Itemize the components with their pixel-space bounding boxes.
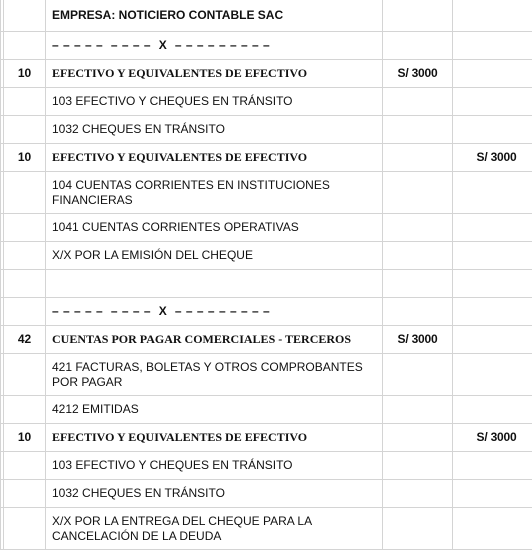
table-row	[1, 88, 532, 116]
table-row	[1, 0, 532, 32]
credit-amount	[453, 242, 532, 270]
table-row	[1, 396, 532, 424]
debit-amount	[383, 424, 453, 452]
table-row	[1, 508, 532, 550]
table-row	[1, 326, 532, 354]
account-code	[4, 242, 46, 270]
credit-amount	[453, 172, 532, 214]
credit-amount: S/ 3000	[453, 424, 532, 452]
debit-amount	[383, 508, 453, 550]
sub-account: 4212 EMITIDAS	[46, 396, 383, 424]
debit-amount: S/ 3000	[383, 60, 453, 88]
account-code	[4, 298, 46, 326]
credit-amount	[453, 480, 532, 508]
table-row	[1, 452, 532, 480]
account-code	[4, 452, 46, 480]
account-code: 42	[4, 326, 46, 354]
credit-amount	[453, 396, 532, 424]
account-code: 10	[4, 60, 46, 88]
debit-amount	[383, 298, 453, 326]
account-name: EFECTIVO Y EQUIVALENTES DE EFECTIVO	[46, 60, 383, 88]
credit-amount	[453, 452, 532, 480]
table-row	[1, 214, 532, 242]
credit-amount	[453, 508, 532, 550]
table-row	[1, 116, 532, 144]
debit-amount	[383, 32, 453, 60]
account-code	[4, 172, 46, 214]
table-row	[1, 32, 532, 60]
debit-amount	[383, 172, 453, 214]
sub-account: 104 CUENTAS CORRIENTES EN INSTITUCIONES FINANCIERAS	[46, 172, 383, 214]
debit-amount: S/ 3000	[383, 326, 453, 354]
credit-amount	[453, 270, 532, 298]
account-code: 10	[4, 144, 46, 172]
account-code	[4, 214, 46, 242]
credit-amount	[453, 214, 532, 242]
debit-amount	[383, 88, 453, 116]
credit-amount	[453, 354, 532, 396]
account-code	[4, 88, 46, 116]
account-code	[4, 0, 46, 32]
sub-account: 103 EFECTIVO Y CHEQUES EN TRÁNSITO	[46, 452, 383, 480]
credit-amount	[453, 116, 532, 144]
table-row	[1, 242, 532, 270]
credit-amount	[453, 0, 532, 32]
table-row	[1, 480, 532, 508]
debit-amount	[383, 354, 453, 396]
table-row	[1, 298, 532, 326]
table-row	[1, 60, 532, 88]
company-name: EMPRESA: NOTICIERO CONTABLE SAC	[46, 0, 383, 32]
sub-account: 1032 CHEQUES EN TRÁNSITO	[46, 116, 383, 144]
account-code	[4, 396, 46, 424]
sub-account: 421 FACTURAS, BOLETAS Y OTROS COMPROBANTES POR PAGAR	[46, 354, 383, 396]
debit-amount	[383, 480, 453, 508]
credit-amount	[453, 88, 532, 116]
entry-separator: – – – – – – – – – X – – – – – – – – –	[46, 298, 383, 326]
table-row	[1, 270, 532, 298]
credit-amount	[453, 60, 532, 88]
account-code	[4, 32, 46, 60]
debit-amount	[383, 144, 453, 172]
account-code: 10	[4, 424, 46, 452]
debit-amount	[383, 242, 453, 270]
credit-amount	[453, 32, 532, 60]
entry-description: X/X POR LA ENTREGA DEL CHEQUE PARA LA CANCELACIÓN DE LA DEUDA	[46, 508, 383, 550]
account-name: CUENTAS POR PAGAR COMERCIALES - TERCEROS	[46, 326, 383, 354]
account-name: EFECTIVO Y EQUIVALENTES DE EFECTIVO	[46, 144, 383, 172]
debit-amount	[383, 214, 453, 242]
debit-amount	[383, 452, 453, 480]
table-row	[1, 424, 532, 452]
account-code	[4, 270, 46, 298]
account-name: EFECTIVO Y EQUIVALENTES DE EFECTIVO	[46, 424, 383, 452]
sub-account: 103 EFECTIVO Y CHEQUES EN TRÁNSITO	[46, 88, 383, 116]
credit-amount	[453, 298, 532, 326]
debit-amount	[383, 270, 453, 298]
sub-account: 1032 CHEQUES EN TRÁNSITO	[46, 480, 383, 508]
account-code	[4, 480, 46, 508]
entry-description: X/X POR LA EMISIÓN DEL CHEQUE	[46, 242, 383, 270]
entry-separator: – – – – – – – – – X – – – – – – – – –	[46, 32, 383, 60]
credit-amount	[453, 326, 532, 354]
account-code	[4, 354, 46, 396]
table-row	[1, 144, 532, 172]
table-row	[1, 354, 532, 396]
empty-cell	[46, 270, 383, 298]
debit-amount	[383, 396, 453, 424]
table-row	[1, 172, 532, 214]
account-code	[4, 116, 46, 144]
debit-amount	[383, 0, 453, 32]
credit-amount: S/ 3000	[453, 144, 532, 172]
account-code	[4, 508, 46, 550]
debit-amount	[383, 116, 453, 144]
sub-account: 1041 CUENTAS CORRIENTES OPERATIVAS	[46, 214, 383, 242]
